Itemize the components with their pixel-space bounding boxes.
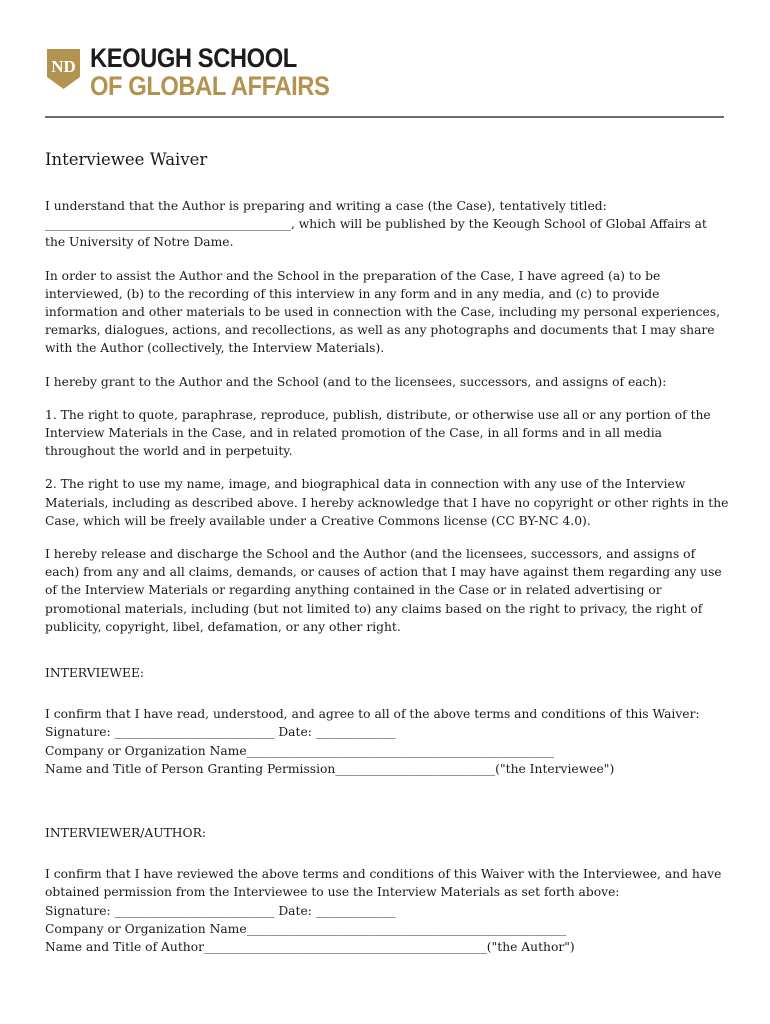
school-name-line1: KEOUGH SCHOOL: [90, 43, 297, 73]
interviewee-label: INTERVIEWEE:: [45, 666, 145, 681]
interviewee-signature-block: [45, 705, 730, 778]
paragraph-grant: I hereby grant to the Author and the School (and to the licensees, successors, and assigns of each):: [45, 374, 667, 389]
notre-dame-monogram-icon: [45, 47, 82, 91]
interviewer-signature-block: [45, 865, 730, 956]
paragraph-right-1: 1. The right to quote, paraphrase, reproduce, publish, distribute, or otherwise use all or any portion of the Interview Materials in the Case, and in related promotion of the Case, in all forms and in all media throughout the world and in perpetuity.: [45, 407, 711, 459]
interviewee-signature-field[interactable]: Signature: __________________________ Date: _____________: [45, 725, 396, 740]
school-name-line2: OF GLOBAL AFFAIRS: [90, 71, 330, 101]
interviewer-company-field[interactable]: Company or Organization Name____________________________________________________: [45, 921, 567, 936]
paragraph-assistance: In order to assist the Author and the School in the preparation of the Case, I have agreed (a) to be interviewed, (b) to the recording of this interview in any form and in any media, and (c) to provide information and other materials to be used in connection with the Case, including my personal experiences, remarks, dialogues, actions, and recollections, as well as any photographs and documents that I may share with the Author (collectively, the Interview Materials).: [45, 268, 721, 356]
paragraph-release: I hereby release and discharge the School and the Author (and the licensees, successors, and assigns of each) from any and all claims, demands, or causes of action that I may have against them regarding any use of the Interview Materials or regarding anything contained in the Case or in related advertising or promotional materials, including (but not limited to) any claims based on the right to privacy, the right of publicity, copyright, libel, defamation, or any other right.: [45, 547, 722, 634]
paragraph-right-2: 2. The right to use my name, image, and biographical data in connection with any use of the Interview Materials, including as described above. I hereby acknowledge that I have no copyright or other rights in the Case, which will be freely available under a Creative Commons license (CC BY-NC 4.0).: [45, 477, 729, 528]
interviewer-label: INTERVIEWER/AUTHOR:: [45, 826, 207, 841]
interviewer-confirm-line2: obtained permission from the Interviewee to use the Interview Materials as set forth above:: [45, 885, 620, 900]
interviewee-name-title-field[interactable]: Name and Title of Person Granting Permission__________________________("the Interviewee"): [45, 761, 615, 776]
document-body: [45, 150, 730, 1002]
monogram-text: ND: [51, 57, 76, 76]
interviewer-name-title-field[interactable]: Name and Title of Author______________________________________________("the Author"): [45, 940, 575, 955]
document-title: Interviewee Waiver: [45, 150, 208, 169]
interviewee-company-field[interactable]: Company or Organization Name__________________________________________________: [45, 743, 555, 758]
paragraph-case-intro: I understand that the Author is preparing and writing a case (the Case), tentatively titled: ________________________________________, which will be published by the Keough School of Global Affairs at the University of Notre Dame.: [45, 199, 707, 250]
interviewer-signature-field[interactable]: Signature: __________________________ Date: _____________: [45, 903, 396, 918]
interviewer-confirm-line1: I confirm that I have reviewed the above terms and conditions of this Waiver with the Interviewee, and have: [45, 867, 722, 882]
header-divider: [45, 116, 724, 118]
header: [45, 44, 362, 104]
school-name: [90, 44, 362, 100]
interviewee-confirm: I confirm that I have read, understood, and agree to all of the above terms and conditions of this Waiver:: [45, 707, 700, 722]
